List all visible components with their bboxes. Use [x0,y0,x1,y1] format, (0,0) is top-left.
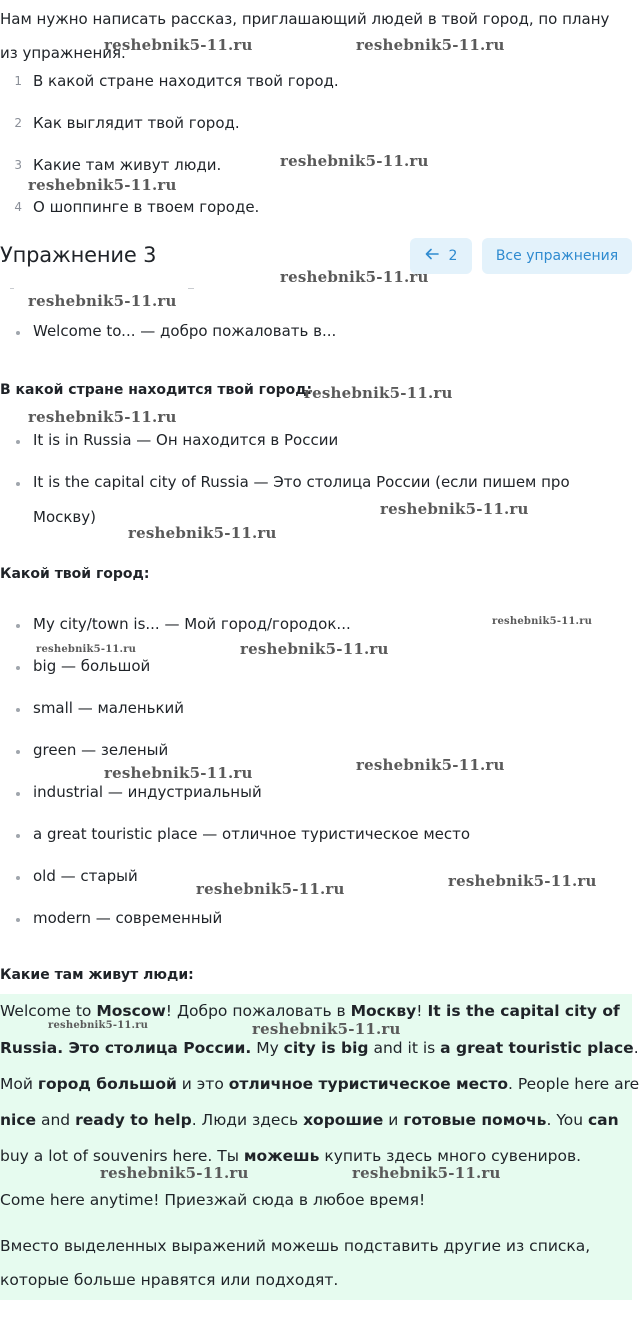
divider [10,288,14,289]
all-exercises-button[interactable]: Все упражнения [482,238,632,274]
list-item-text: My city/town is... — Мой город/городок... [33,615,351,633]
watermark: reshebnik5-11.ru [104,764,253,782]
list-item-text: It is the capital city of Russia — Это столица России (если пишем про [33,473,570,491]
story-line [0,1191,630,1209]
story-text: и [383,1111,404,1129]
story-bold-text: Russia. Это столица России. [0,1039,252,1057]
story-text: купить здесь много сувениров. [319,1147,582,1165]
story-text: и это [176,1075,229,1093]
watermark: reshebnik5-11.ru [280,268,429,286]
watermark: reshebnik5-11.ru [448,872,597,890]
list-item-text: old — старый [33,867,138,885]
divider [188,288,194,289]
plan-item-text: Как выглядит твой город. [33,114,240,132]
list-item-text: a great touristic place — отличное туристическое место [33,825,471,843]
story-line [0,1147,630,1165]
watermark: reshebnik5-11.ru [36,644,137,655]
bullet-icon [16,876,20,880]
section-heading-people: Какие там живут люди: [0,967,194,983]
story-bold-text: готовые помочь [403,1111,547,1129]
watermark: reshebnik5-11.ru [28,176,177,194]
story-note: которые больше нравятся или подходят. [0,1271,339,1289]
story-block [0,994,639,1300]
story-text: . You [546,1111,588,1129]
list-item-text: It is in Russia — Он находится в России [33,431,339,449]
list-item-text: big — большой [33,657,151,675]
plan-item-text: В какой стране находится твой город. [33,72,339,90]
story-bold-text: It is the capital city of [427,1002,620,1020]
list-item-text: industrial — индустриальный [33,783,262,801]
watermark: reshebnik5-11.ru [28,408,177,426]
story-line [0,1111,630,1129]
list-item-text: Welcome to... — добро пожаловать в... [33,322,337,340]
story-text: ! [416,1002,428,1020]
bullet-icon [16,750,20,754]
bullet-icon [16,482,20,486]
watermark: reshebnik5-11.ru [100,1164,249,1182]
story-bold-text: можешь [243,1147,320,1165]
story-bold-text: город большой [37,1075,177,1093]
story-bold-text: Москву [350,1002,417,1020]
watermark: reshebnik5-11.ru [104,36,253,54]
story-line [0,1075,639,1093]
watermark: reshebnik5-11.ru [48,1020,149,1031]
story-text: buy a lot of souvenirs here. Ты [0,1147,244,1165]
story-line [0,1039,639,1057]
story-text: Come here anytime! Приезжай сюда в любое время! [0,1191,426,1209]
bullet-icon [16,624,20,628]
story-text: . Люди здесь [191,1111,304,1129]
watermark: reshebnik5-11.ru [352,1164,501,1182]
story-bold-text: can [587,1111,619,1129]
story-text: ! Добро пожаловать в [165,1002,351,1020]
bullet-icon [16,834,20,838]
story-text: . [633,1039,639,1057]
story-line [0,1002,630,1020]
story-bold-text: nice [0,1111,37,1129]
story-text: Welcome to [0,1002,97,1020]
bullet-icon [16,792,20,796]
story-text: . People here are [508,1075,639,1093]
plan-item-text: О шоппинге в твоем городе. [33,198,260,216]
watermark: reshebnik5-11.ru [304,384,453,402]
plan-item-number: 3 [14,158,22,172]
story-text: My [251,1039,284,1057]
exercise-title: Упражнение 3 [0,243,157,267]
watermark: reshebnik5-11.ru [240,640,389,658]
story-bold-text: Moscow [96,1002,166,1020]
intro-text: Нам нужно написать рассказ, приглашающий людей в твой город, по плану из упражнения. [0,10,610,62]
bullet-icon [16,440,20,444]
plan-item-number: 1 [14,74,22,88]
story-text: and [36,1111,76,1129]
story-bold-text: a great touristic place [440,1039,634,1057]
watermark: reshebnik5-11.ru [492,616,593,627]
list-item-text: green — зеленый [33,741,169,759]
arrow-left-icon [425,248,439,264]
story-bold-text: ready to help [75,1111,192,1129]
watermark: reshebnik5-11.ru [356,36,505,54]
watermark: reshebnik5-11.ru [380,500,529,518]
watermark: reshebnik5-11.ru [28,292,177,310]
story-bold-text: хорошие [303,1111,384,1129]
watermark: reshebnik5-11.ru [252,1020,401,1038]
plan-item-number: 4 [14,200,22,214]
watermark: reshebnik5-11.ru [280,152,429,170]
story-bold-text: city is big [283,1039,369,1057]
bullet-icon [16,666,20,670]
bullet-icon [16,708,20,712]
story-text: and it is [368,1039,441,1057]
list-item-text: Москву) [33,508,96,526]
story-note: Вместо выделенных выражений можешь подставить другие из списка, [0,1237,591,1255]
list-item-text: small — маленький [33,699,185,717]
watermark: reshebnik5-11.ru [196,880,345,898]
section-heading-city: Какой твой город: [0,566,150,582]
list-item-text: modern — современный [33,909,223,927]
story-text: Мой [0,1075,38,1093]
plan-item-text: Какие там живут люди. [33,156,222,174]
bullet-icon [16,331,20,335]
bullet-icon [16,918,20,922]
story-bold-text: отличное туристическое место [228,1075,508,1093]
watermark: reshebnik5-11.ru [128,524,277,542]
prev-exercise-label: 2 [448,248,458,264]
plan-item-number: 2 [14,116,22,130]
section-heading-country: В какой стране находится твой город: [0,382,313,398]
watermark: reshebnik5-11.ru [356,756,505,774]
